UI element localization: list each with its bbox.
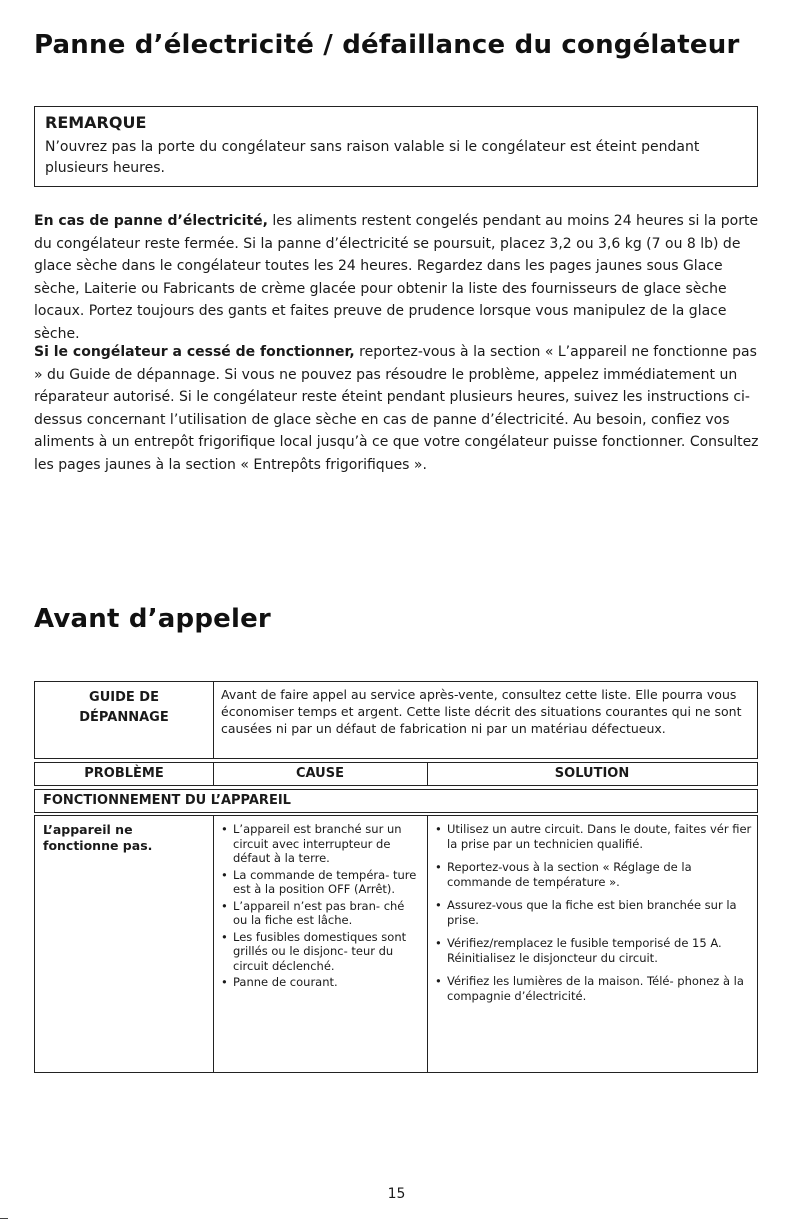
header-problem: PROBLÈME: [84, 766, 164, 781]
power-failure-text: les aliments restent congelés pendant au moins 24 heures si la porte du congélateur reste fermée. Si la panne d’électricité se poursuit, placez 3,2 ou 3,6 kg (7 ou 8 lb) de glace sèche dans le congélateur toutes les 24 heures. Regardez dans les pages jaunes sous Glace sèche, Laiterie ou Fabricants de crème glacée pour obtenir la liste des fournisseurs de glace sèche locaux. Portez toujours des gants et faites preuve de prudence lorsque vous manipulez de la glace sèche.: [34, 213, 759, 342]
note-box: [34, 106, 758, 187]
cause-item: • Les fusibles domestiques sont grillés ou le disjonc- teur du circuit déclenché.: [221, 930, 421, 974]
cause-item: • La commande de tempéra- ture est à la position OFF (Arrêt).: [221, 868, 421, 897]
guide-intro-text: Avant de faire appel au service après-vente, consultez cette liste. Elle pourra vous économiser temps et argent. Cette liste décrit des situations courantes qui ne sont causées ni par un défaut de fabrication ni par un matériau défectueux.: [221, 687, 742, 736]
section-title-power-failure: Panne d’électricité / défaillance du congélateur: [34, 30, 740, 60]
solution-list: [435, 822, 753, 1012]
category-label: FONCTIONNEMENT DU L’APPAREIL: [43, 793, 291, 808]
solution-item: • Vérifiez les lumières de la maison. Télé- phonez à la compagnie d’électricité.: [435, 974, 753, 1003]
table-category-row: [34, 789, 758, 813]
solution-item: • Reportez-vous à la section « Réglage de la commande de température ».: [435, 860, 753, 889]
note-text: N’ouvrez pas la porte du congélateur sans raison valable si le congélateur est éteint pendant plusieurs heures.: [45, 139, 700, 176]
power-failure-lead: En cas de panne d’électricité,: [34, 213, 268, 229]
troubleshooting-guide-intro: [34, 681, 758, 759]
cause-item: • Panne de courant.: [221, 975, 421, 990]
margin-mark: [0, 1218, 8, 1219]
cause-item: • L’appareil n’est pas bran- ché ou la fiche est lâche.: [221, 899, 421, 928]
freezer-stopped-paragraph: [34, 341, 759, 476]
guide-title-line2: DÉPANNAGE: [79, 710, 169, 725]
solution-item: • Assurez-vous que la fiche est bien branchée sur la prise.: [435, 898, 753, 927]
section-title-before-calling: Avant d’appeler: [34, 604, 271, 634]
freezer-stopped-text: reportez-vous à la section « L’appareil ne fonctionne pas » du Guide de dépannage. Si vous ne pouvez pas résoudre le problème, appelez immédiatement un réparateur autorisé. Si le congélateur reste éteint pendant plusieurs heures, suivez les instructions ci-dessus concernant l’utilisation de glace sèche en cas de panne d’électricité. Au besoin, confiez vos aliments à un entrepôt frigorifique local jusqu’à ce que votre congélateur puisse fonctionner. Consultez les pages jaunes à la section « Entrepôts frigorifiques ».: [34, 344, 759, 473]
note-title: REMARQUE: [45, 113, 147, 132]
table-row: [34, 815, 758, 1073]
power-failure-paragraph: [34, 210, 759, 345]
solution-item: • Vérifiez/remplacez le fusible temporisé de 15 A. Réinitialisez le disjoncteur du circuit.: [435, 936, 753, 965]
table-header-row: [34, 762, 758, 786]
guide-title-line1: GUIDE DE: [89, 690, 159, 705]
cause-item: • L’appareil est branché sur un circuit avec interrupteur de défaut à la terre.: [221, 822, 421, 866]
page-number: 15: [387, 1186, 406, 1202]
guide-title: [35, 688, 213, 728]
freezer-stopped-lead: Si le congélateur a cessé de fonctionner,: [34, 344, 355, 360]
solution-item: • Utilisez un autre circuit. Dans le doute, faites vér fier la prise par un technicien qualifié.: [435, 822, 753, 851]
header-cause: CAUSE: [295, 766, 344, 781]
header-solution: SOLUTION: [554, 766, 630, 781]
problem-text: L’appareil ne fonctionne pas.: [43, 822, 153, 853]
cause-list: [221, 822, 421, 992]
